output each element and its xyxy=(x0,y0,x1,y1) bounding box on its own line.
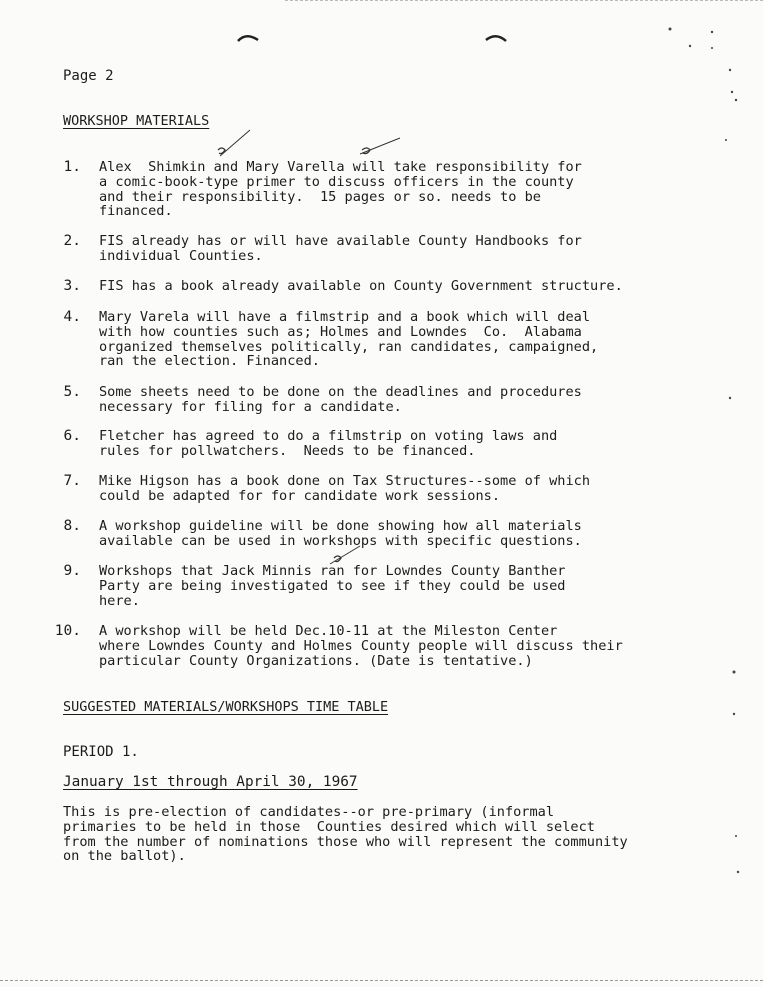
item-number: 10. xyxy=(54,623,81,639)
punch-mark-left xyxy=(236,32,260,44)
period-dates: January 1st through April 30, 1967 xyxy=(63,774,358,790)
page-number: Page 2 xyxy=(63,68,114,84)
period-description: This is pre-election of candidates--or pre-primary (informal primaries to be held in those Counties desired which will select from the number of nominations those who will represent the community on the ballot). xyxy=(63,804,628,865)
item-text: FIS already has or will have available County Handbooks for individual Counties. xyxy=(99,233,582,264)
margin-specks xyxy=(660,20,763,920)
item-number: 8. xyxy=(63,518,81,534)
item-number: 7. xyxy=(63,473,81,489)
bottom-edge-dashes xyxy=(0,980,763,981)
item-text: Mary Varela will have a filmstrip and a book which will deal with how counties such as; Holmes and Lowndes Co. Alabama organized themselves politically, ran candidates, campaigned, ran the election. Financed. xyxy=(99,309,599,370)
item-text: Alex Shimkin and Mary Varella will take responsibility for a comic-book-type primer to discuss officers in the county and their responsibility. 15 pages or so. needs to be financed. xyxy=(99,159,582,220)
item-text: A workshop will be held Dec.10-11 at the Mileston Center where Lowndes County and Holmes County people will discuss their particular County Organizations. (Date is tentative.) xyxy=(99,623,623,669)
item-number: 5. xyxy=(63,384,81,400)
item-number: 9. xyxy=(63,563,81,579)
period-label: PERIOD 1. xyxy=(63,744,139,760)
punch-mark-right xyxy=(484,32,508,44)
item-number: 4. xyxy=(63,309,81,325)
item-text: FIS has a book already available on County Government structure. xyxy=(99,278,623,294)
workshop-materials-heading: WORKSHOP MATERIALS xyxy=(63,113,210,129)
time-table-heading: SUGGESTED MATERIALS/WORKSHOPS TIME TABLE xyxy=(63,699,389,715)
item-number: 1. xyxy=(63,159,81,175)
item-number: 2. xyxy=(63,233,81,249)
item-number: 3. xyxy=(63,278,81,294)
item-number: 6. xyxy=(63,428,81,444)
pen-check-mark-2 xyxy=(358,136,402,156)
top-edge-dashes xyxy=(285,0,763,1)
item-text: Some sheets need to be done on the deadlines and procedures necessary for filing for a candidate. xyxy=(99,384,582,415)
item-text: Mike Higson has a book done on Tax Structures--some of which could be adapted for for candidate work sessions. xyxy=(99,473,591,504)
item-text: A workshop guideline will be done showing how all materials available can be used in workshops with specific questions. xyxy=(99,518,582,549)
item-text: Fletcher has agreed to do a filmstrip on voting laws and rules for pollwatchers. Needs to be financed. xyxy=(99,428,558,459)
pen-check-mark-1 xyxy=(216,128,252,160)
item-text: Workshops that Jack Minnis ran for Lowndes County Banther Party are being investigated to see if they could be used here. xyxy=(99,563,566,609)
